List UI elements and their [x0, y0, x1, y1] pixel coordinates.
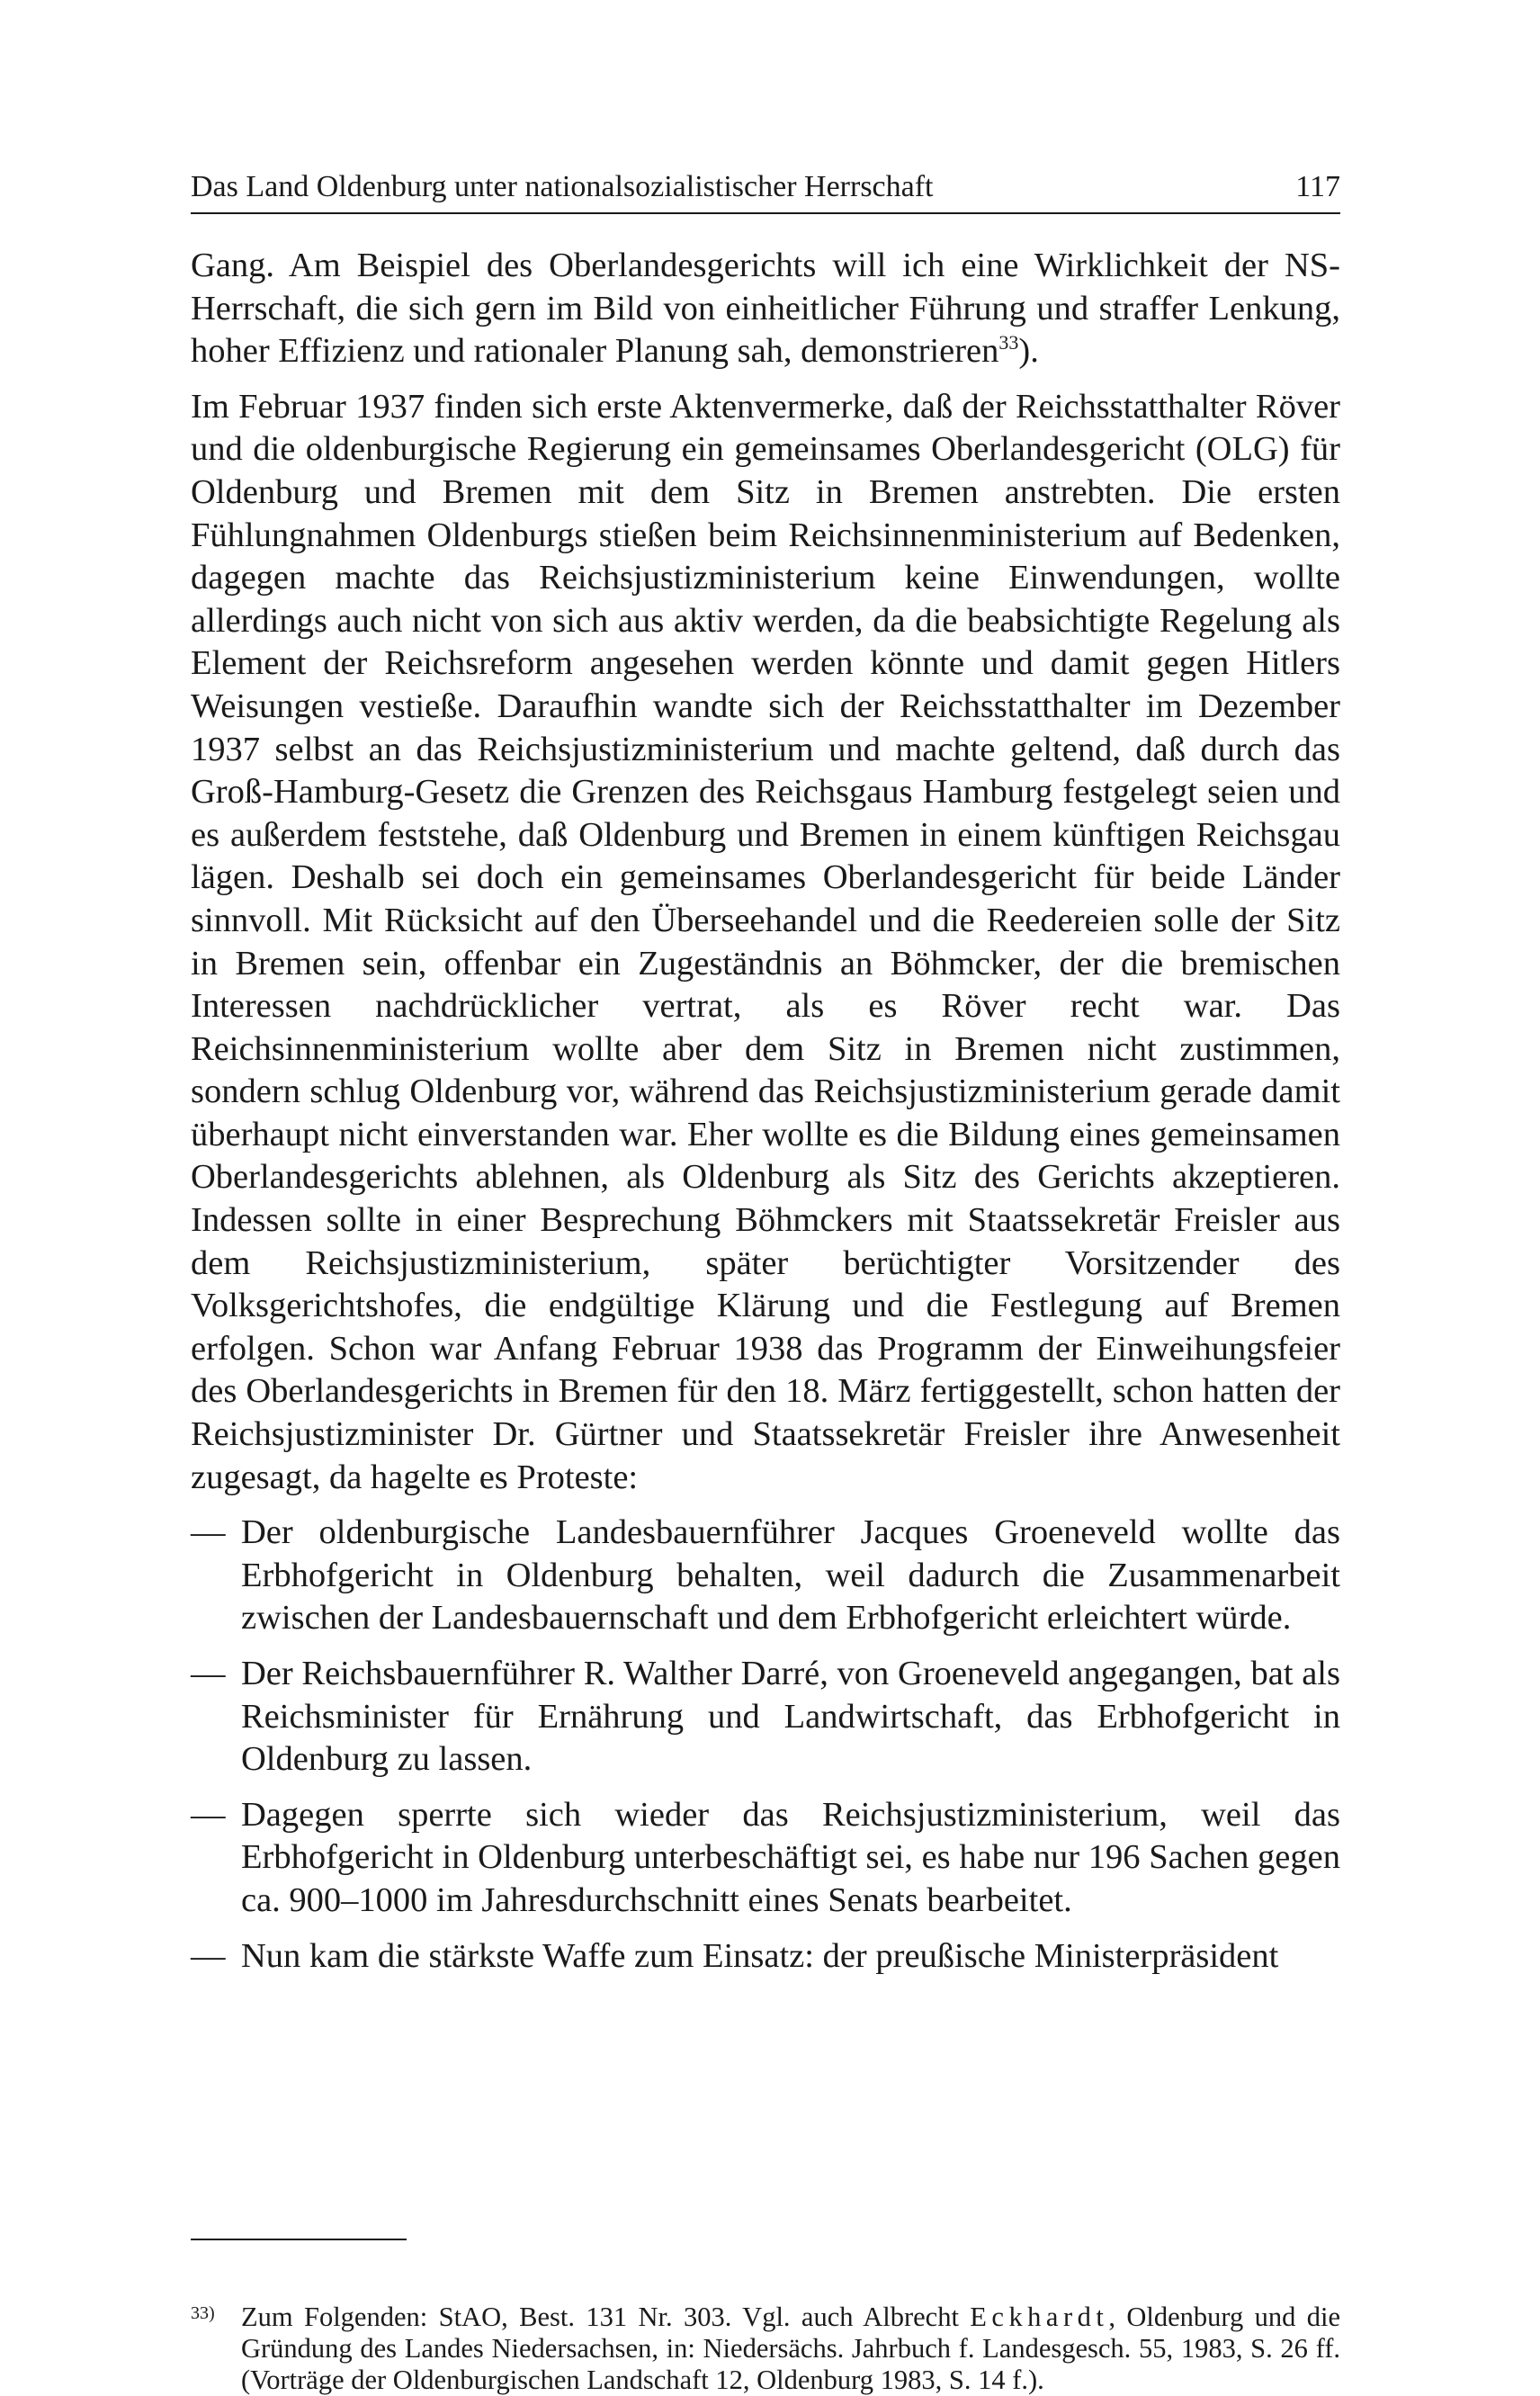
list-item — [191, 1935, 1340, 1979]
footnote-33 — [191, 2302, 1340, 2396]
list-item-text: Dagegen sperrte sich wieder das Reichsjustizministerium, weil das Erbhofgericht in Oldenburg unterbeschäftigt sei, es habe nur 196 Sachen gegen ca. 900–1000 im Jahresdurchschnitt eines Senats bearbeitet. — [241, 1795, 1340, 1919]
footnotes — [191, 2302, 1340, 2396]
footnote-text-start: Zum Folgenden: StAO, Best. 131 Nr. 303. Vgl. auch Albrecht — [241, 2302, 971, 2332]
list-item-text: Der oldenburgische Landesbauernführer Jacques Groeneveld wollte das Erbhofgericht in Oldenburg behalten, weil dadurch die Zusammenarbeit zwischen der Landesbauernschaft und dem Erbhofgericht erleichtert würde. — [241, 1513, 1340, 1638]
running-title: Das Land Oldenburg unter nationalsozialistischer Herrschaft — [191, 170, 934, 203]
running-head — [191, 165, 1340, 210]
dash-bullet: — — [191, 1655, 226, 1692]
list-item-text: Nun kam die stärkste Waffe zum Einsatz: der preußische Ministerpräsident — [241, 1936, 1279, 1975]
list-item — [191, 1512, 1340, 1640]
paragraph-1 — [191, 245, 1340, 373]
dash-bullet: — — [191, 1795, 226, 1834]
footnote-rule — [191, 2239, 407, 2240]
footnote-reference-33[interactable]: 33 — [998, 331, 1019, 354]
dash-bullet: — — [191, 1513, 226, 1552]
paragraph-2: Im Februar 1937 finden sich erste Aktenvermerke, daß der Reichsstatthalter Röver und die oldenburgische Regierung ein gemeinsames Oberlandesgericht (OLG) für Oldenburg und Bremen mit dem Sitz in Bremen anstrebten. Die ersten Fühlungnahmen Oldenburgs stießen beim Reichsinnenministerium auf Bedenken, dagegen machte das Reichsjustizministerium keine Einwendungen, wollte allerdings auch nicht von sich aus aktiv werden, da die beabsichtigte Regelung als Element der Reichsreform angesehen werden könnte und damit gegen Hitlers Weisungen vestieße. Daraufhin wandte sich der Reichsstatthalter im Dezember 1937 selbst an das Reichsjustizministerium und machte geltend, daß durch das Groß-Hamburg-Gesetz die Grenzen des Reichsgaus Hamburg festgelegt seien und es außerdem feststehe, daß Oldenburg und Bremen in einem künftigen Reichsgau lägen. Deshalb sei doch ein gemeinsames Oberlandesgericht für beide Länder sinnvoll. Mit Rücksicht auf den Überseehandel und die Reedereien solle der Sitz in Bremen sein, offenbar ein Zugeständnis an Böhmcker, der die bremischen Interessen nachdrücklicher vertrat, als es Röver recht war. Das Reichsinnenministerium wollte aber dem Sitz in Bremen nicht zustimmen, sondern schlug Oldenburg vor, während das Reichsjustizministerium gerade damit überhaupt nicht einverstanden war. Eher wollte es die Bildung eines gemeinsamen Oberlandesgerichts ablehnen, als Oldenburg als Sitz des Gerichts akzeptieren. Indessen sollte in einer Besprechung Böhmckers mit Staatssekretär Freisler aus dem Reichsjustizministerium, später berüchtigter Vorsitzender des Volksgerichtshofes, die endgültige Klärung und die Festlegung auf Bremen erfolgen. Schon war Anfang Februar 1938 das Programm der Einweihungsfeier des Oberlandesgerichts in Bremen für den 18. März fertiggestellt, schon hatten der Reichsjustizminister Dr. Gürtner und Staatssekretär Freisler ihre Anwesenheit zugesagt, da hagelte es Proteste: — [191, 387, 1340, 1496]
header-rule — [191, 212, 1340, 214]
dash-bullet: — — [191, 1936, 226, 1975]
list-item-text: Der Reichsbauernführer R. Walther Darré, von Groeneveld angegangen, bat als Reichsminister für Ernährung und Landwirtschaft, das Erbhofgericht in Oldenburg zu lassen. — [241, 1655, 1340, 1779]
footnote-author: Eckhardt — [970, 2302, 1109, 2332]
list-item — [191, 1794, 1340, 1923]
footnote-text-end: , Oldenburg und die Gründung des Landes Niedersachsen, in: Niedersächs. Jahrbuch f. Landesgesch. 55, 1983, S. 26 ff. (Vorträge der Oldenburgischen Landschaft 12, Oldenburg 1983, S. 14 f.). — [241, 2302, 1340, 2395]
paragraph-1-text: Gang. Am Beispiel des Oberlandesgerichts will ich eine Wirklichkeit der NS-Herrschaft, die sich gern im Bild von einheitlicher Führung und straffer Lenkung, hoher Effizienz und rationaler Planung sah, demonstrieren — [191, 247, 1340, 371]
list-item — [191, 1653, 1340, 1781]
paragraph-1-end: ). — [1018, 332, 1039, 371]
page-number: 117 — [1295, 170, 1340, 203]
body-text — [191, 245, 1340, 1978]
footnote-mark: 33) — [191, 2303, 215, 2323]
